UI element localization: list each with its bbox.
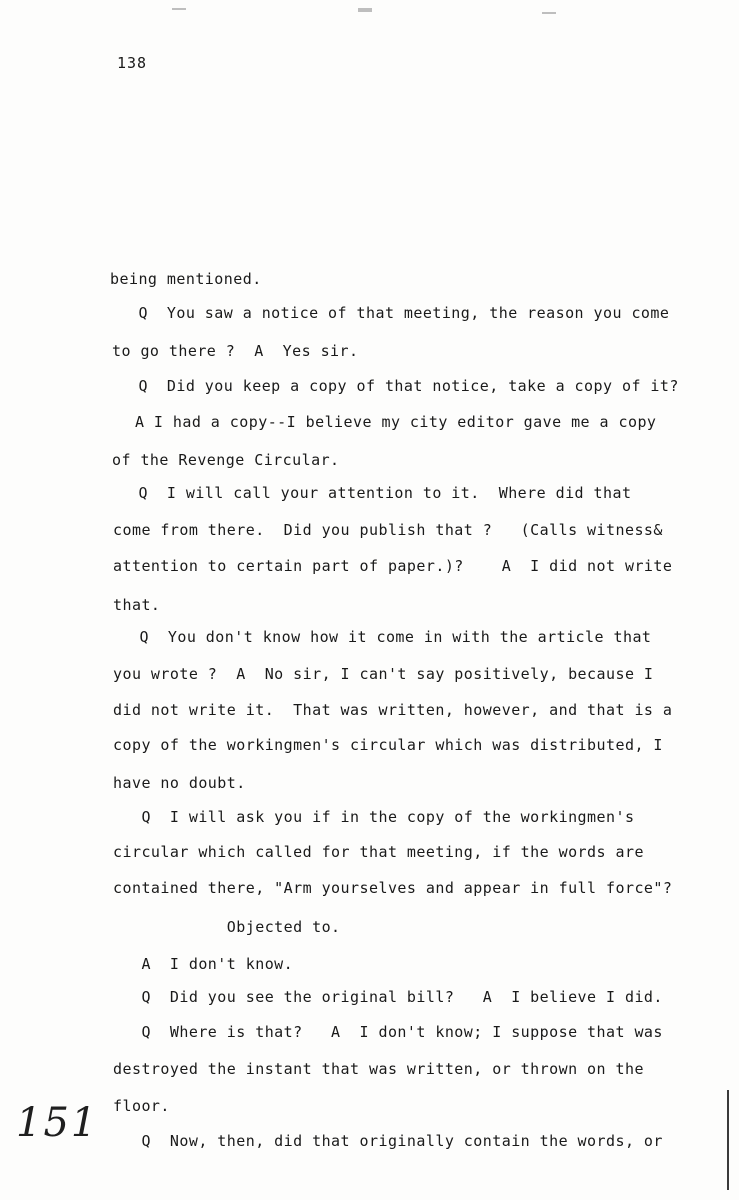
text-line: come from there. Did you publish that ? (Calls witness& — [113, 521, 663, 539]
text-line: Q You don't know how it come in with the article that — [111, 628, 652, 646]
handwritten-page-note: 151 — [16, 1100, 99, 1146]
text-line: Q I will call your attention to it. Where did that — [110, 484, 632, 502]
text-line: Q Did you see the original bill? A I believe I did. — [113, 988, 663, 1006]
text-line: of the Revenge Circular. — [112, 451, 340, 469]
text-line: attention to certain part of paper.)? A I did not write — [113, 557, 673, 575]
text-line: Q Now, then, did that originally contain the words, or — [113, 1132, 663, 1150]
text-line: that. — [113, 596, 161, 614]
text-line: contained there, "Arm yourselves and appear in full force"? — [113, 879, 673, 897]
scan-mark-center — [358, 8, 372, 12]
text-line: Objected to. — [113, 918, 341, 936]
page-number: 138 — [117, 54, 148, 72]
text-line: to go there ? A Yes sir. — [112, 342, 359, 360]
text-line: floor. — [113, 1097, 170, 1115]
scan-mark-right — [542, 12, 556, 14]
text-line: did not write it. That was written, however, and that is a — [113, 701, 673, 719]
text-line: you wrote ? A No sir, I can't say positively, because I — [113, 665, 654, 683]
text-line: A I had a copy--I believe my city editor gave me a copy — [116, 413, 657, 431]
text-line: destroyed the instant that was written, or thrown on the — [113, 1060, 644, 1078]
text-line: have no doubt. — [113, 774, 246, 792]
page-edge-artifact — [727, 1090, 729, 1190]
text-line: A I don't know. — [113, 955, 294, 973]
text-line: Q Where is that? A I don't know; I suppose that was — [113, 1023, 663, 1041]
text-line: being mentioned. — [110, 270, 262, 288]
text-line: Q I will ask you if in the copy of the workingmen's — [113, 808, 635, 826]
text-line: copy of the workingmen's circular which was distributed, I — [113, 736, 663, 754]
scan-mark-left — [172, 8, 186, 10]
text-line: Q Did you keep a copy of that notice, take a copy of it? — [110, 377, 679, 395]
text-line: Q You saw a notice of that meeting, the reason you come — [110, 304, 670, 322]
text-line: circular which called for that meeting, if the words are — [113, 843, 644, 861]
